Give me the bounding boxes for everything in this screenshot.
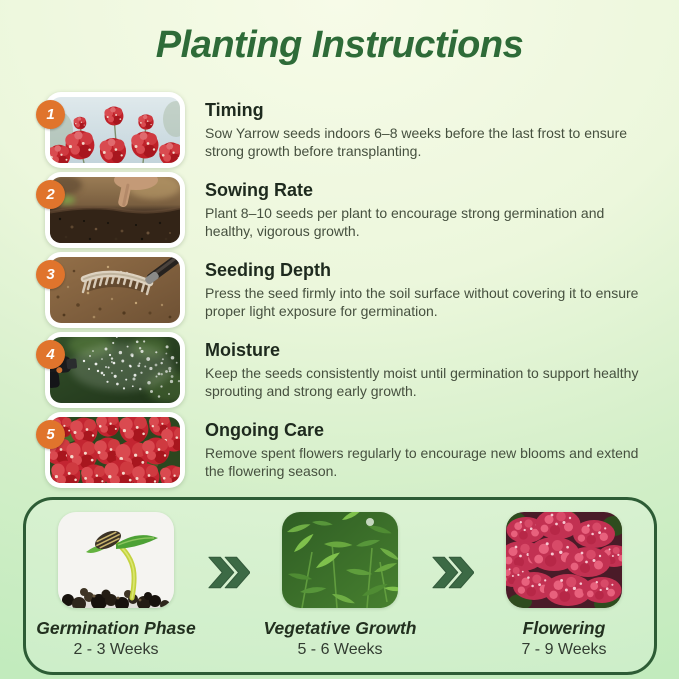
step-heading: Timing	[205, 99, 264, 120]
phase-duration: 7 - 9 Weeks	[521, 641, 607, 658]
steps-list	[45, 92, 655, 488]
step-photo-red-blooms	[45, 412, 185, 488]
step-number-badge: 1	[36, 100, 65, 129]
phase-duration: 2 - 3 Weeks	[73, 641, 159, 658]
chevron-right-icon	[430, 556, 474, 589]
step-row-sowing-rate	[45, 172, 655, 248]
step-heading: Sowing Rate	[205, 179, 314, 200]
dense-red-yarrow-blooms-image	[50, 417, 180, 483]
step-body: Keep the seeds consistently moist until germination to support healthy sprouting and strong early growth.	[205, 364, 639, 399]
growth-timeline-panel	[23, 497, 657, 675]
phase-label: Flowering	[522, 618, 606, 638]
chevron-right-icon	[206, 556, 250, 589]
step-text-timing	[205, 100, 655, 160]
page-title: Planting Instructions	[155, 24, 524, 66]
step-body: Press the seed firmly into the soil surface without covering it to ensure proper light exposure for germination.	[205, 284, 639, 319]
phase-label: Germination Phase	[36, 618, 196, 638]
step-row-moisture	[45, 332, 655, 408]
hand-sowing-seed-image	[50, 177, 180, 243]
step-photo-rake	[45, 252, 185, 328]
pink-yarrow-flowers-image	[506, 512, 622, 608]
seed-sprout-image	[58, 512, 174, 608]
rake-on-soil-image	[50, 257, 180, 323]
phase-photo-vegetative	[282, 512, 398, 608]
phase-vegetative	[250, 512, 430, 659]
step-text-moisture	[205, 340, 655, 400]
phase-photo-germination	[58, 512, 174, 608]
step-number-badge: 4	[36, 340, 65, 369]
green-foliage-image	[282, 512, 398, 608]
step-text-ongoing-care	[205, 420, 655, 480]
step-body: Remove spent flowers regularly to encourage new blooms and extend the flowering season.	[205, 444, 639, 479]
step-row-seeding-depth	[45, 252, 655, 328]
water-mist-spray-image	[50, 337, 180, 403]
step-text-sowing-rate	[205, 180, 655, 240]
step-row-ongoing-care	[45, 412, 655, 488]
step-number-badge: 5	[36, 420, 65, 449]
red-yarrow-flowers-image	[50, 97, 180, 163]
step-body: Sow Yarrow seeds indoors 6–8 weeks before the last frost to ensure strong growth before transplanting.	[205, 124, 628, 159]
step-photo-water-spray	[45, 332, 185, 408]
step-row-timing	[45, 92, 655, 168]
phase-label: Vegetative Growth	[263, 618, 417, 638]
step-text-seeding-depth	[205, 260, 655, 320]
step-body: Plant 8–10 seeds per plant to encourage strong germination and healthy, vigorous growth.	[205, 204, 605, 239]
step-photo-yarrow-flowers	[45, 92, 185, 168]
step-heading: Ongoing Care	[205, 419, 325, 440]
step-number-badge: 3	[36, 260, 65, 289]
phase-duration: 5 - 6 Weeks	[297, 641, 383, 658]
step-heading: Moisture	[205, 339, 281, 360]
phase-photo-flowering	[506, 512, 622, 608]
step-photo-hand-sowing	[45, 172, 185, 248]
phase-germination	[26, 512, 206, 659]
step-heading: Seeding Depth	[205, 259, 332, 280]
step-number-badge: 2	[36, 180, 65, 209]
phase-flowering	[474, 512, 654, 659]
